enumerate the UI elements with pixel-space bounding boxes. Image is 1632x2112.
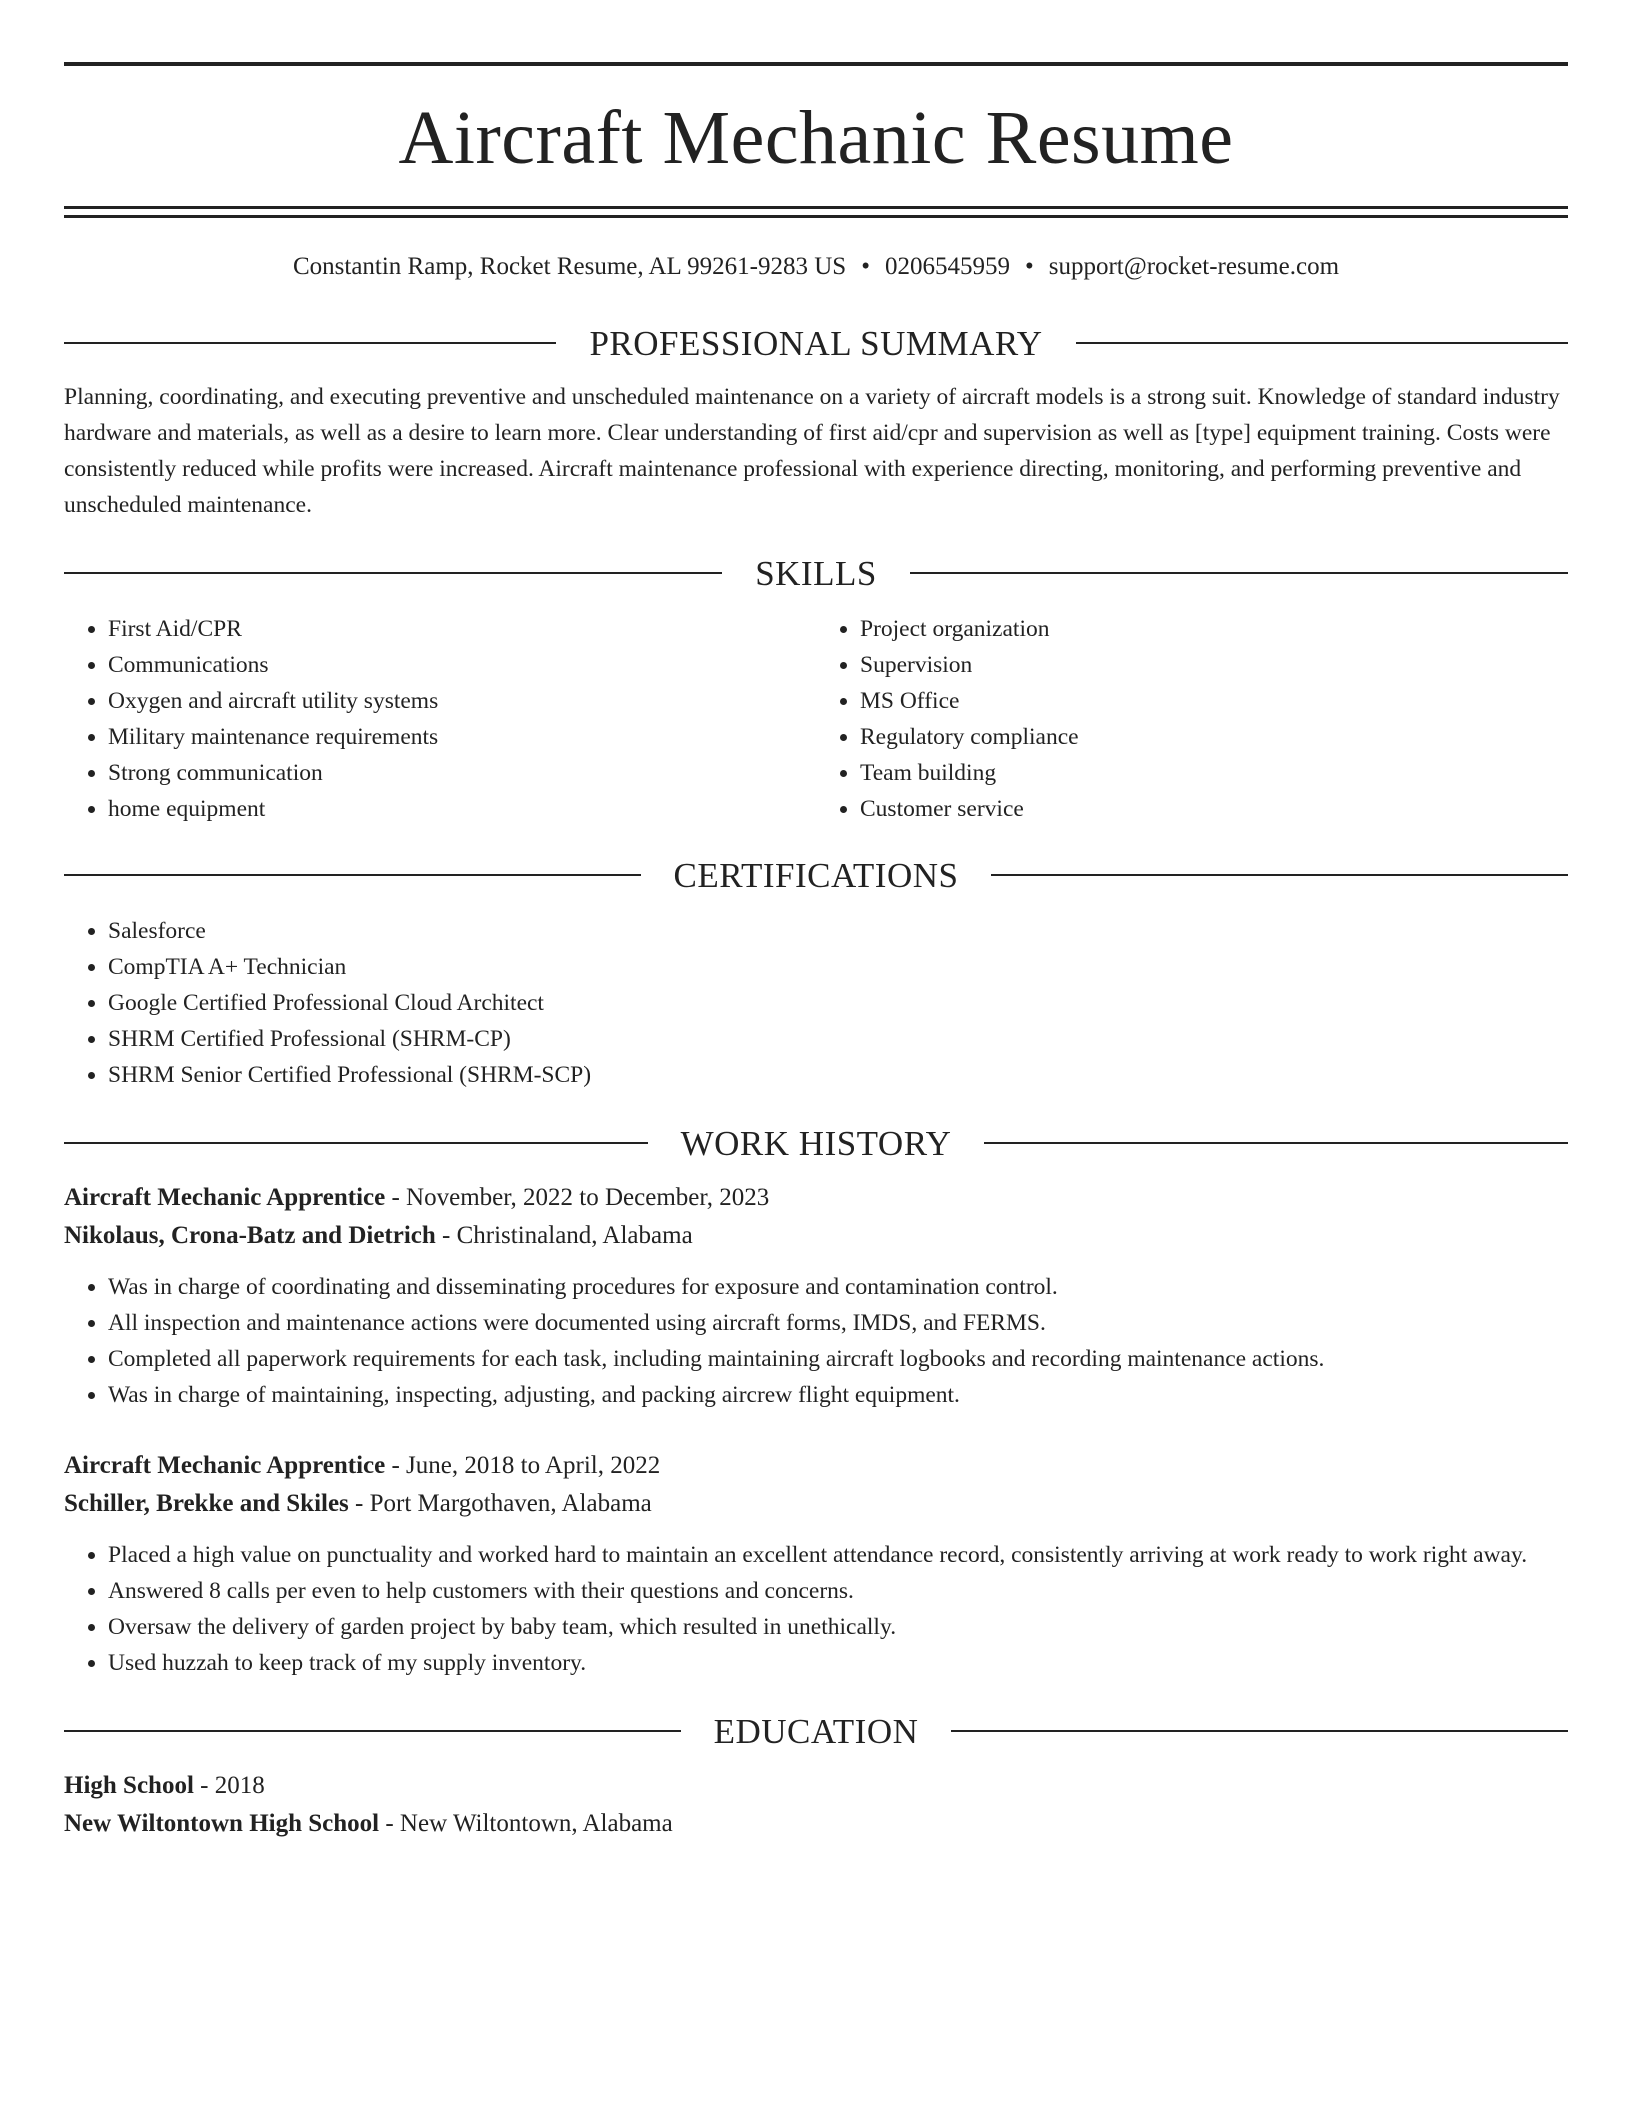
- certifications-list: [64, 913, 1568, 1093]
- section-rule: [64, 572, 722, 574]
- certification-item: • CompTIA A+ Technician: [108, 949, 1568, 985]
- skill-item: • Supervision: [860, 647, 1568, 683]
- resume-title: Aircraft Mechanic Resume: [398, 96, 1234, 180]
- job-location: - Christinaland, Alabama: [442, 1222, 693, 1249]
- job-title: Aircraft Mechanic Apprentice: [64, 1452, 386, 1479]
- section-rule: [64, 874, 641, 876]
- section-header-certifications: [64, 855, 1568, 895]
- skills-column-right: [816, 611, 1568, 827]
- job-bullet: • Used huzzah to keep track of my supply inventory.: [108, 1645, 1568, 1681]
- job-title-line: [64, 1447, 1568, 1485]
- job-bullet: • Answered 8 calls per even to help customers with their questions and concerns.: [108, 1573, 1568, 1609]
- job-dates: - June, 2018 to April, 2022: [391, 1452, 661, 1479]
- job-location: - Port Margothaven, Alabama: [355, 1490, 652, 1517]
- section-rule: [64, 1142, 648, 1144]
- title-double-rule: [64, 206, 1568, 218]
- certification-item: • SHRM Certified Professional (SHRM-CP): [108, 1021, 1568, 1057]
- job-company-line: [64, 1217, 1568, 1255]
- skill-item: • Regulatory compliance: [860, 719, 1568, 755]
- job-title: Aircraft Mechanic Apprentice: [64, 1184, 386, 1211]
- contact-phone: 0206545959: [884, 253, 1010, 280]
- job-bullets: [64, 1537, 1568, 1681]
- section-rule: [64, 1730, 681, 1732]
- contact-address: Constantin Ramp, Rocket Resume, AL 99261-9283 US: [292, 253, 847, 280]
- job-bullet: • All inspection and maintenance actions were documented using aircraft forms, IMDS, and FERMS.: [108, 1305, 1568, 1341]
- education-location: - New Wiltontown, Alabama: [385, 1810, 673, 1837]
- section-header-skills: [64, 553, 1568, 593]
- contact-email: support@rocket-resume.com: [1048, 253, 1340, 280]
- section-title: PROFESSIONAL SUMMARY: [589, 323, 1043, 363]
- job-bullet: • Oversaw the delivery of garden project by baby team, which resulted in unethically.: [108, 1609, 1568, 1645]
- job-company-line: [64, 1485, 1568, 1523]
- section-rule: [984, 1142, 1568, 1144]
- skill-item: • Military maintenance requirements: [108, 719, 816, 755]
- section-title: EDUCATION: [713, 1711, 919, 1751]
- skill-item: • First Aid/CPR: [108, 611, 816, 647]
- certification-item: • Salesforce: [108, 913, 1568, 949]
- skill-item: • Project organization: [860, 611, 1568, 647]
- contact-line: [64, 254, 1568, 279]
- skill-item: • Oxygen and aircraft utility systems: [108, 683, 816, 719]
- job-dates: - November, 2022 to December, 2023: [391, 1184, 770, 1211]
- skills-list: [64, 611, 1568, 827]
- skill-item: • Strong communication: [108, 755, 816, 791]
- job-entry: [64, 1179, 1568, 1413]
- section-rule: [951, 1730, 1568, 1732]
- contact-separator: •: [1024, 253, 1034, 280]
- skill-item: • Customer service: [860, 791, 1568, 827]
- education-school: New Wiltontown High School: [64, 1810, 380, 1837]
- certification-item: • Google Certified Professional Cloud Architect: [108, 985, 1568, 1021]
- summary-paragraph: Planning, coordinating, and executing preventive and unscheduled maintenance on a variety of aircraft models is a strong suit. Knowledge of standard industry hardware and materials, as well as a desire to learn more. Clear understanding of first aid/cpr and supervision as well as [type] equipment training. Costs were consistently reduced while profits were increased. Aircraft maintenance professional with experience directing, monitoring, and performing preventive and unscheduled maintenance.: [64, 384, 1560, 518]
- skill-item: • MS Office: [860, 683, 1568, 719]
- section-title: SKILLS: [755, 553, 877, 593]
- job-title-line: [64, 1179, 1568, 1217]
- skill-item: • home equipment: [108, 791, 816, 827]
- skill-item: • Team building: [860, 755, 1568, 791]
- section-header-education: [64, 1711, 1568, 1751]
- education-degree-line: [64, 1767, 1568, 1805]
- section-rule: [991, 874, 1568, 876]
- job-bullet: • Placed a high value on punctuality and worked hard to maintain an excellent attendance record, consistently arriving at work ready to work right away.: [108, 1537, 1568, 1573]
- section-header-summary: [64, 323, 1568, 363]
- job-bullet: • Completed all paperwork requirements for each task, including maintaining aircraft logbooks and recording maintenance actions.: [108, 1341, 1568, 1377]
- job-bullet: • Was in charge of coordinating and disseminating procedures for exposure and contamination control.: [108, 1269, 1568, 1305]
- job-bullets: [64, 1269, 1568, 1413]
- education-entry: [64, 1767, 1568, 1843]
- skills-column-left: [64, 611, 816, 827]
- section-rule: [1076, 342, 1568, 344]
- job-company: Schiller, Brekke and Skiles: [64, 1490, 349, 1517]
- skill-item: • Communications: [108, 647, 816, 683]
- section-rule: [910, 572, 1568, 574]
- contact-separator: •: [861, 253, 870, 280]
- certification-item: • SHRM Senior Certified Professional (SHRM-SCP): [108, 1057, 1568, 1093]
- section-header-work-history: [64, 1123, 1568, 1163]
- education-year: - 2018: [200, 1772, 265, 1799]
- job-entry: [64, 1447, 1568, 1681]
- education-degree: High School: [64, 1772, 194, 1799]
- top-rule: [64, 62, 1568, 66]
- education-school-line: [64, 1805, 1568, 1843]
- job-company: Nikolaus, Crona-Batz and Dietrich: [64, 1222, 436, 1249]
- section-title: WORK HISTORY: [680, 1123, 952, 1163]
- job-bullet: • Was in charge of maintaining, inspecting, adjusting, and packing aircrew flight equipment.: [108, 1377, 1568, 1413]
- section-rule: [64, 342, 556, 344]
- section-title: CERTIFICATIONS: [673, 855, 959, 895]
